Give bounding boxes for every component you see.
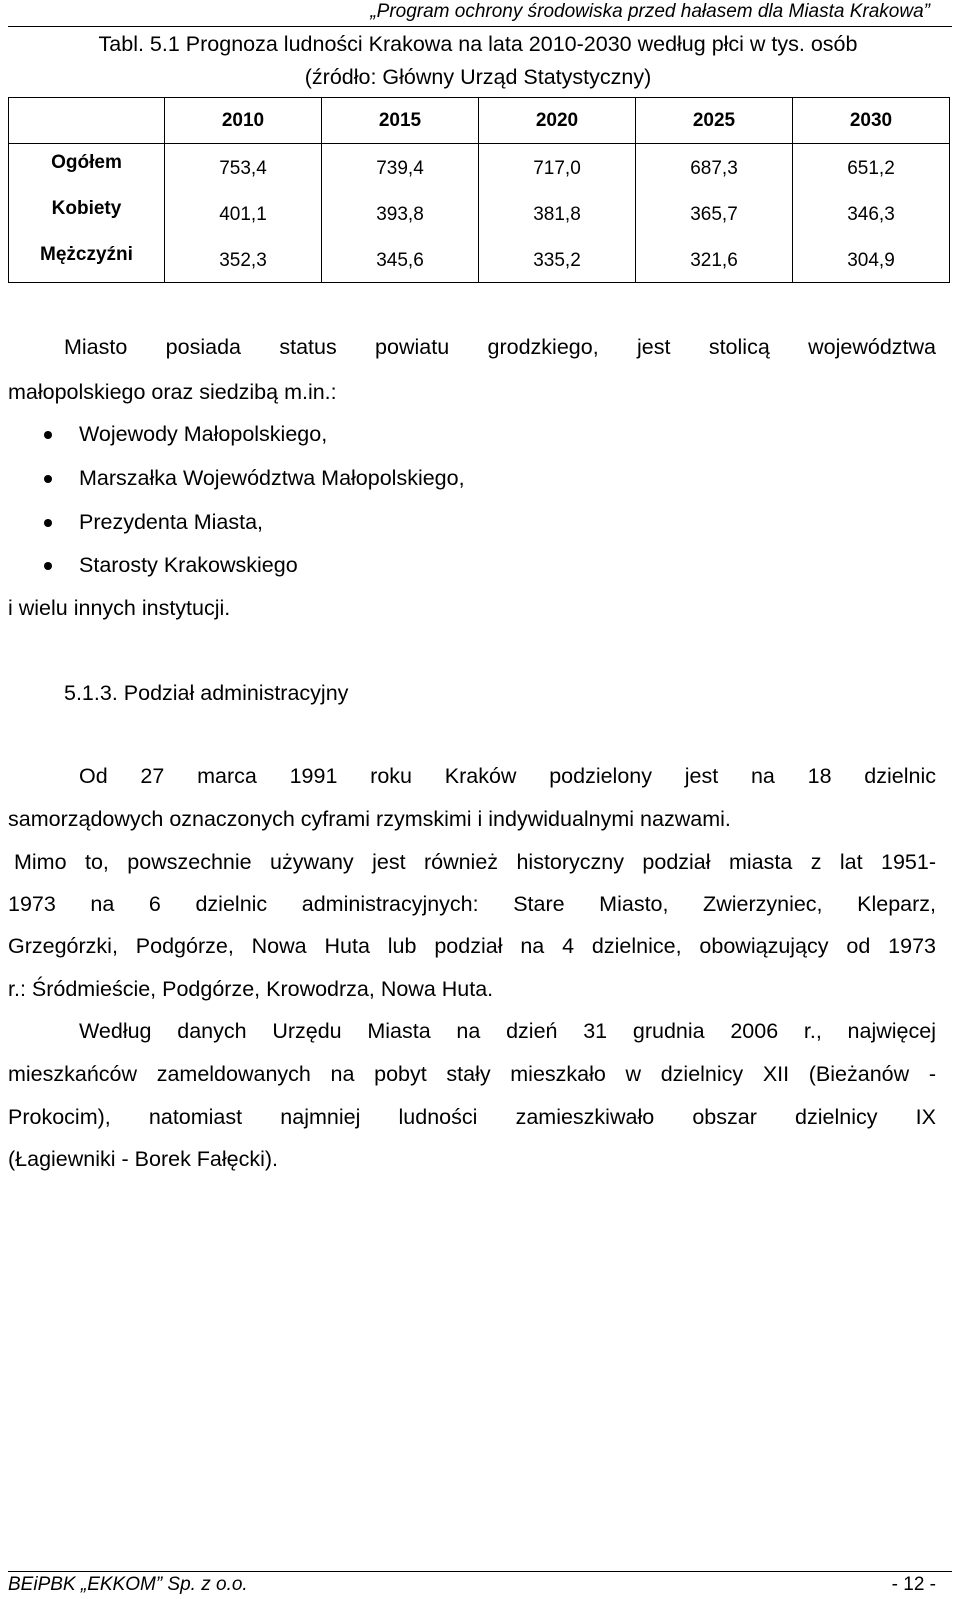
list-item-text: Prezydenta Miasta,	[79, 510, 264, 534]
table-caption-line1: Tabl. 5.1 Prognoza ludności Krakowa na lata 2010-2030 według płci w tys. osób	[98, 32, 858, 56]
table-cell: 352,3	[165, 236, 322, 283]
paragraph-line: (Łagiewniki - Borek Fałęcki).	[8, 1147, 279, 1171]
list-item-text: Marszałka Województwa Małopolskiego,	[79, 466, 465, 490]
bullet-icon	[44, 475, 52, 483]
table-header-row	[9, 98, 950, 144]
paragraph-line: mieszkańców zameldowanych na pobyt stały mieszkało w dzielnicy XII (Bieżanów -	[8, 1062, 936, 1086]
list-item-text: Starosty Krakowskiego	[79, 553, 298, 577]
year-header: 2025	[636, 98, 793, 144]
intro-line-1: Miasto posiada status powiatu grodzkiego, jest stolicą województwa	[64, 335, 936, 359]
table-cell: 346,3	[793, 190, 950, 236]
paragraph-line: Według danych Urzędu Miasta na dzień 31 grudnia 2006 r., najwięcej	[79, 1019, 936, 1043]
table-cell: 401,1	[165, 190, 322, 236]
table-caption	[8, 28, 948, 94]
table-cell: 335,2	[479, 236, 636, 283]
table-cell: 365,7	[636, 190, 793, 236]
page-number: - 12 -	[891, 1574, 936, 1595]
paragraph-line: Grzegórzki, Podgórze, Nowa Huta lub podział na 4 dzielnice, obowiązujący od 1973	[8, 934, 936, 958]
bullet-icon	[44, 562, 52, 570]
list-item-text: Wojewody Małopolskiego,	[79, 422, 328, 446]
footer-company: BEiPBK „EKKOM” Sp. z o.o.	[8, 1574, 248, 1595]
population-table	[8, 97, 950, 283]
table-corner-cell	[9, 98, 165, 144]
table-cell: 687,3	[636, 144, 793, 191]
year-header: 2020	[479, 98, 636, 144]
running-header: „Program ochrony środowiska przed hałasem dla Miasta Krakowa”	[370, 1, 930, 22]
table-caption-source: (źródło: Główny Urząd Statystyczny)	[304, 65, 652, 89]
table-row	[9, 236, 950, 283]
table-cell: 753,4	[165, 144, 322, 191]
paragraph-line: r.: Śródmieście, Podgórze, Krowodrza, Nowa Huta.	[8, 977, 494, 1001]
bullet-icon	[44, 519, 52, 527]
table-cell: 321,6	[636, 236, 793, 283]
row-label: Kobiety	[9, 190, 165, 236]
bullet-icon	[44, 431, 52, 439]
paragraph-line: samorządowych oznaczonych cyframi rzymskimi i indywidualnymi nazwami.	[8, 807, 731, 831]
row-label: Ogółem	[9, 144, 165, 191]
intro-line-2: małopolskiego oraz siedzibą m.in.:	[8, 380, 337, 404]
table-row	[9, 190, 950, 236]
year-header: 2030	[793, 98, 950, 144]
paragraph-line: Od 27 marca 1991 roku Kraków podzielony jest na 18 dzielnic	[79, 764, 936, 788]
table-cell: 393,8	[322, 190, 479, 236]
paragraph-line: Prokocim), natomiast najmniej ludności zamieszkiwało obszar dzielnicy IX	[8, 1105, 936, 1129]
intro-closing: i wielu innych instytucji.	[8, 596, 231, 620]
footer-rule	[8, 1571, 952, 1572]
paragraph-line: Mimo to, powszechnie używany jest również historyczny podział miasta z lat 1951-	[14, 850, 936, 874]
table-cell: 381,8	[479, 190, 636, 236]
table-cell: 651,2	[793, 144, 950, 191]
row-label: Mężczyźni	[9, 236, 165, 283]
table-row	[9, 144, 950, 191]
year-header: 2015	[322, 98, 479, 144]
table-cell: 345,6	[322, 236, 479, 283]
table-cell: 739,4	[322, 144, 479, 191]
year-header: 2010	[165, 98, 322, 144]
table-cell: 717,0	[479, 144, 636, 191]
table-cell: 304,9	[793, 236, 950, 283]
paragraph-line: 1973 na 6 dzielnic administracyjnych: Stare Miasto, Zwierzyniec, Kleparz,	[8, 892, 936, 916]
header-rule	[8, 26, 952, 27]
section-heading: 5.1.3. Podział administracyjny	[64, 681, 349, 705]
